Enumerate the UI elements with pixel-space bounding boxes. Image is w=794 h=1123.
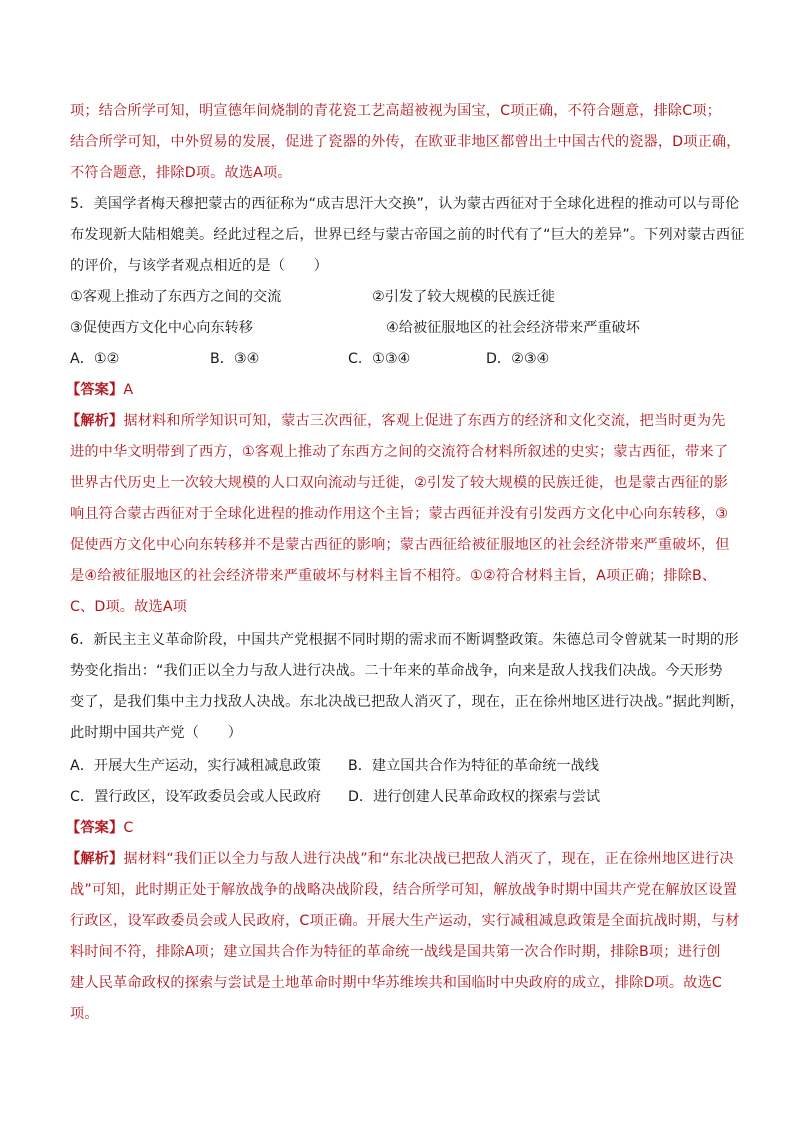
q5-statement-2: ②引发了较大规模的民族迁徙 [372, 289, 555, 305]
q6-analysis-line: 行政区，设军政委员会或人民政府，C项正确。开展大生产运动，实行减租减息政策是全面抗战时期，与材 [70, 913, 740, 929]
q6-stem-line: 势变化指出：“我们正以全力与敌人进行决战。二十年来的革命战争，向来是敌人找我们决战。今天形势 [70, 663, 723, 679]
q6-analysis-line: 项。 [70, 1006, 99, 1022]
q5-stem-line: 5．美国学者梅天穆把蒙古的西征称为“成吉思汗大交换”，认为蒙古西征对于全球化进程的推动可以与哥伦 [70, 196, 740, 212]
q6-answer-row [66, 818, 133, 838]
answer-tag: 【答案】 [66, 382, 124, 398]
q6-answer: C [123, 820, 134, 836]
q5-option-a: A．①② [70, 351, 120, 367]
q5-analysis-line: C、D项。故选A项 [70, 599, 188, 615]
q6-stem-line: 变了，是我们集中主力找敌人决战。东北决战已把敌人消灭了，现在，正在徐州地区进行决战。”据此判断， [70, 694, 745, 710]
q5-stem-line: 布发现新大陆相媲美。经此过程之后，世界已经与蒙古帝国之前的时代有了“巨大的差异”。下列对蒙古西征 [70, 227, 745, 243]
q5-answer-row [66, 380, 133, 400]
q5-stem-line: 的评价，与该学者观点相近的是（ ） [70, 258, 329, 274]
answer-tag: 【答案】 [66, 820, 124, 836]
q5-statement-4: ④给被征服地区的社会经济带来严重破坏 [386, 320, 640, 336]
q6-option-c: C．置行政区，设军政委员会或人民政府 [70, 789, 322, 805]
q5-analysis-line: 世界古代历史上一次较大规模的人口双向流动与迁徙，②引发了较大规模的民族迁徙，也是蒙古西征的影 [70, 475, 729, 491]
q5-analysis-line: 进的中华文明带到了西方，①客观上推动了东西方之间的交流符合材料所叙述的史实；蒙古西征，带来了 [70, 444, 729, 460]
q5-option-d: D．②③④ [486, 351, 550, 367]
q5-option-c: C．①③④ [348, 351, 411, 367]
q5-statement-1: ①客观上推动了东西方之间的交流 [70, 289, 282, 305]
q5-option-b: B．③④ [210, 351, 260, 367]
prev-analysis-line: 不符合题意，排除D项。故选A项。 [70, 165, 292, 181]
q6-option-a: A．开展大生产运动，实行减租减息政策 [70, 758, 321, 774]
q5-analysis-line: 是④给被征服地区的社会经济带来严重破坏与材料主旨不相符。①②符合材料主旨，A项正确；排除B、 [70, 568, 717, 584]
q6-analysis-line: 【解析】据材料“我们正以全力与敌人进行决战”和“东北决战已把敌人消灭了，现在，正在徐州地区进行决 [66, 851, 734, 867]
prev-analysis-line: 项；结合所学可知，明宣德年间烧制的青花瓷工艺高超被视为国宝，C项正确，不符合题意，排除C项； [70, 103, 721, 119]
q6-option-d: D．进行创建人民革命政权的探索与尝试 [348, 789, 601, 805]
q6-stem-line: 6．新民主主义革命阶段，中国共产党根据不同时期的需求而不断调整政策。朱德总司令曾就某一时期的形 [70, 632, 739, 648]
analysis-tag: 【解析】 [66, 413, 124, 429]
prev-analysis-line: 结合所学可知，中外贸易的发展，促进了瓷器的外传，在欧亚非地区都曾出土中国古代的瓷器，D项正确， [70, 134, 741, 150]
q6-analysis-line: 建人民革命政权的探索与尝试是土地革命时期中华苏维埃共和国临时中央政府的成立，排除D项。故选C [70, 975, 722, 991]
q6-stem-line: 此时期中国共产党（ ） [70, 725, 243, 741]
q5-statement-3: ③促使西方文化中心向东转移 [70, 320, 253, 336]
q5-answer: A [123, 382, 134, 398]
q5-analysis-line: 响且符合蒙古西征对于全球化进程的推动作用这个主旨；蒙古西征并没有引发西方文化中心向东转移，③ [70, 506, 729, 522]
q5-analysis-line: 促使西方文化中心向东转移并不是蒙古西征的影响；蒙古西征给被征服地区的社会经济带来严重破坏，但 [70, 537, 730, 553]
q6-option-b: B．建立国共合作为特征的革命统一战线 [348, 758, 599, 774]
q6-analysis-line: 料时间不符，排除A项；建立国共合作为特征的革命统一战线是国共第一次合作时期，排除B项；进行创 [70, 944, 721, 960]
q5-analysis-line: 【解析】据材料和所学知识可知，蒙古三次西征，客观上促进了东西方的经济和文化交流，把当时更为先 [66, 413, 726, 429]
analysis-tag: 【解析】 [66, 851, 124, 867]
q6-analysis-line: 战”可知，此时期正处于解放战争的战略决战阶段，结合所学可知，解放战争时期中国共产党在解放区设置 [70, 882, 738, 898]
